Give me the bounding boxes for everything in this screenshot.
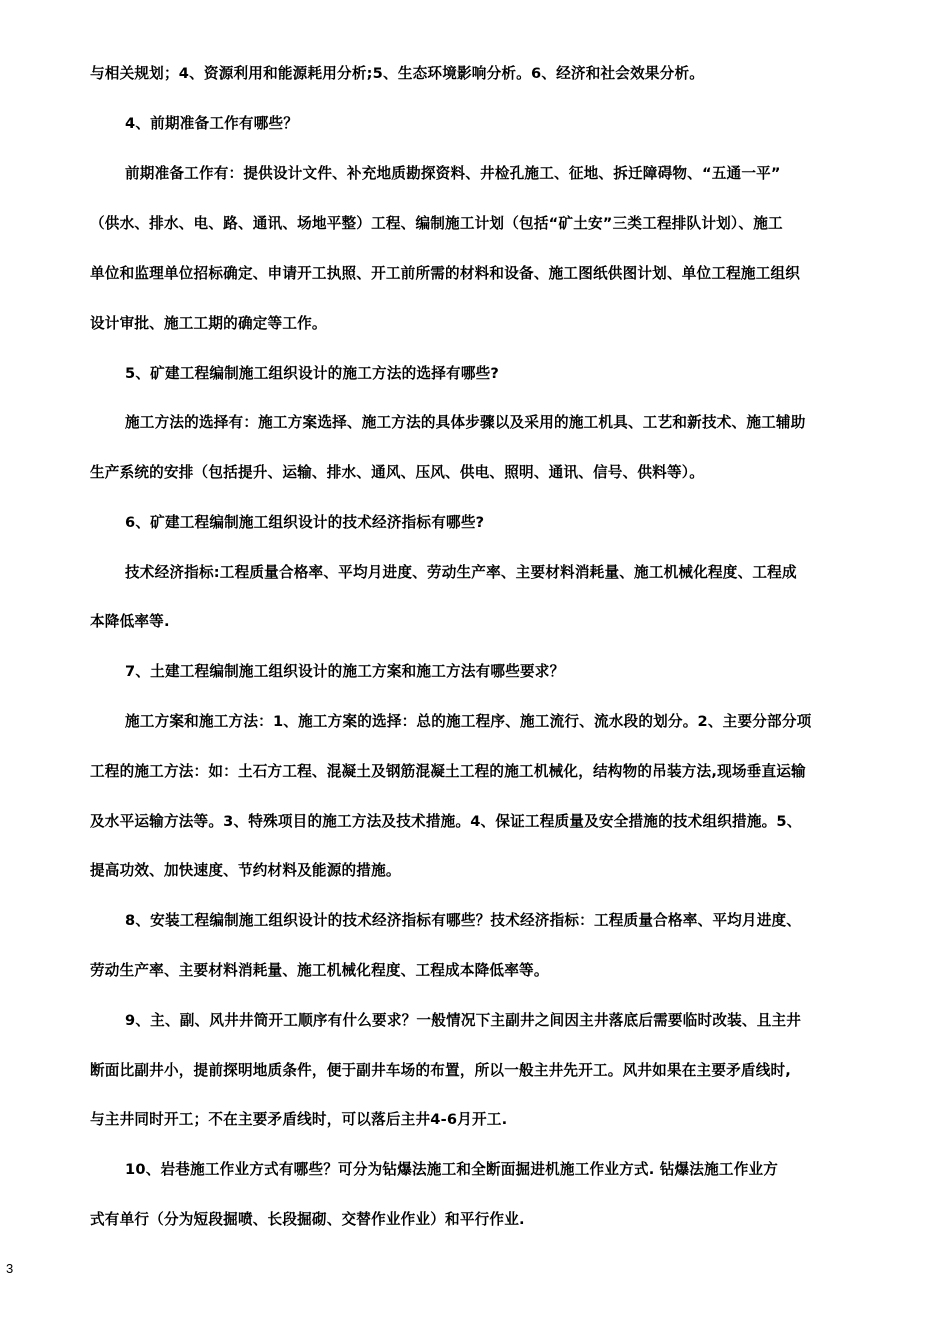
- text-line: 工程的施工方法：如：土石方工程、混凝土及钢筋混凝土工程的施工机械化，结构物的吊装方法,现场垂直运输: [90, 763, 806, 780]
- text-line: 式有单行（分为短段掘喷、长段掘砌、交替作业作业）和平行作业.: [90, 1211, 525, 1228]
- text-line: 单位和监理单位招标确定、申请开工执照、开工前所需的材料和设备、施工图纸供图计划、单位工程施工组织: [90, 265, 801, 282]
- question-heading: 10、岩巷施工作业方式有哪些？可分为钻爆法施工和全断面掘进机施工作业方式. 钻爆法施工作业方: [125, 1161, 779, 1178]
- text-line: 前期准备工作有：提供设计文件、补充地质勘探资料、井检孔施工、征地、拆迁障碍物、“五通一平”: [125, 165, 781, 182]
- question-heading: 8、安装工程编制施工组织设计的技术经济指标有哪些？技术经济指标：工程质量合格率、平均月进度、: [125, 912, 802, 929]
- text-line: 设计审批、施工工期的确定等工作。: [90, 315, 327, 332]
- text-line: 与主井同时开工；不在主要矛盾线时，可以落后主井4-6月开工.: [90, 1111, 508, 1128]
- question-heading: 7、土建工程编制施工组织设计的施工方案和施工方法有哪些要求？: [125, 663, 565, 680]
- text-line: 断面比副井小，提前探明地质条件，便于副井车场的布置，所以一般主井先开工。风井如果在主要矛盾线时,: [90, 1062, 792, 1079]
- text-line: 生产系统的安排（包括提升、运输、排水、通风、压风、供电、照明、通讯、信号、供料等）。: [90, 464, 705, 481]
- text-line: 提高功效、加快速度、节约材料及能源的措施。: [90, 862, 401, 879]
- text-line: 施工方案和施工方法：1、施工方案的选择：总的施工程序、施工流行、流水段的划分。2、主要分部分项: [125, 713, 812, 730]
- page-number: 3: [6, 1261, 14, 1276]
- text-line: 及水平运输方法等。3、特殊项目的施工方法及技术措施。4、保证工程质量及安全措施的技术组织措施。5、: [90, 813, 802, 830]
- text-line: 技术经济指标:工程质量合格率、平均月进度、劳动生产率、主要材料消耗量、施工机械化程度、工程成: [125, 564, 797, 581]
- question-heading: 5、矿建工程编制施工组织设计的施工方法的选择有哪些?: [125, 365, 500, 382]
- text-line: 与相关规划；4、资源利用和能源耗用分析;5、生态环境影响分析。6、经济和社会效果分析。: [90, 65, 705, 82]
- question-heading: 4、前期准备工作有哪些？: [125, 115, 299, 132]
- question-heading: 6、矿建工程编制施工组织设计的技术经济指标有哪些?: [125, 514, 485, 531]
- text-line: 施工方法的选择有：施工方案选择、施工方法的具体步骤以及采用的施工机具、工艺和新技术、施工辅助: [125, 414, 806, 431]
- text-line: 劳动生产率、主要材料消耗量、施工机械化程度、工程成本降低率等。: [90, 962, 549, 979]
- question-heading: 9、主、副、风井井筒开工顺序有什么要求？一般情况下主副井之间因主井落底后需要临时改装、且主井: [125, 1012, 802, 1029]
- text-line: （供水、排水、电、路、通讯、场地平整）工程、编制施工计划（包括“矿土安”三类工程排队计划）、施工: [90, 215, 783, 232]
- text-line: 本降低率等.: [90, 613, 170, 630]
